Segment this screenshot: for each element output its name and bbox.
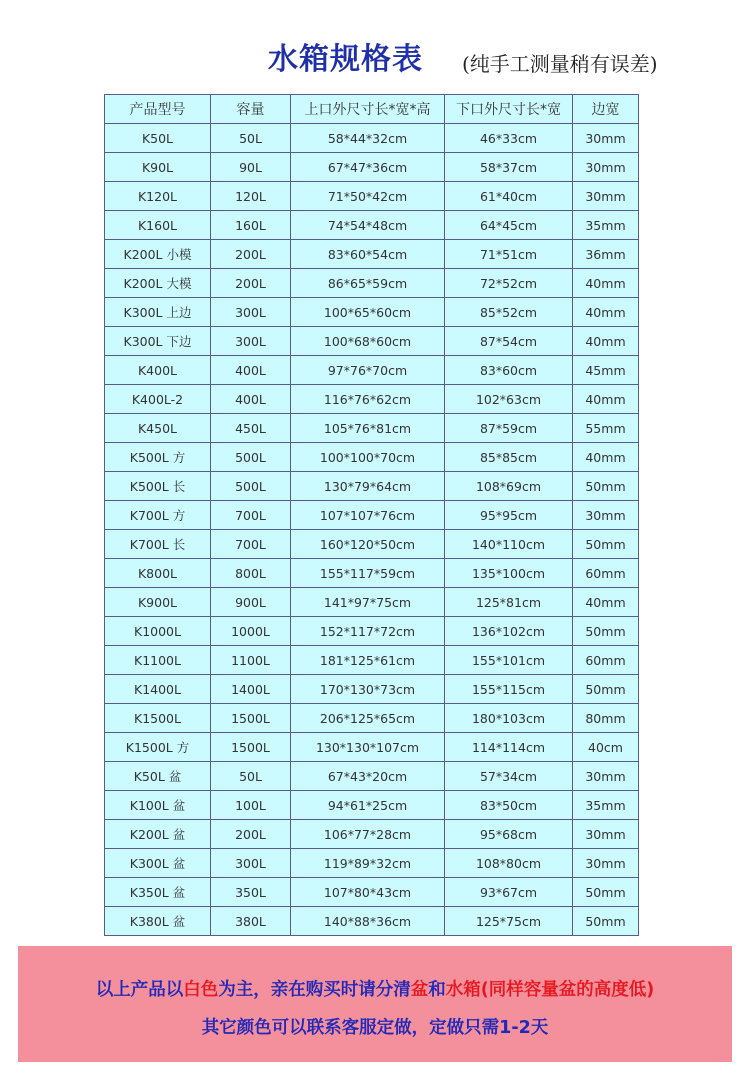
cell-top-size: 100*65*60cm bbox=[291, 298, 445, 327]
cell-model: K700L 方 bbox=[105, 501, 211, 530]
cell-top-size: 181*125*61cm bbox=[291, 646, 445, 675]
cell-bottom-size: 72*52cm bbox=[445, 269, 573, 298]
notice-line-2: 其它颜色可以联系客服定做，定做只需1-2天 bbox=[201, 1018, 549, 1038]
cell-bottom-size: 155*101cm bbox=[445, 646, 573, 675]
notice-banner bbox=[18, 946, 732, 1062]
cell-model: K300L 下边 bbox=[105, 327, 211, 356]
table-row bbox=[105, 443, 639, 472]
cell-top-size: 160*120*50cm bbox=[291, 530, 445, 559]
cell-capacity: 90L bbox=[211, 153, 291, 182]
table-row bbox=[105, 762, 639, 791]
cell-bottom-size: 108*69cm bbox=[445, 472, 573, 501]
cell-bottom-size: 83*60cm bbox=[445, 356, 573, 385]
cell-model: K50L 盆 bbox=[105, 762, 211, 791]
cell-edge-width: 30mm bbox=[573, 501, 639, 530]
cell-top-size: 100*68*60cm bbox=[291, 327, 445, 356]
cell-edge-width: 50mm bbox=[573, 907, 639, 936]
notice-highlight-white: 白色 bbox=[183, 980, 219, 1000]
table-row bbox=[105, 501, 639, 530]
cell-bottom-size: 85*52cm bbox=[445, 298, 573, 327]
cell-edge-width: 40mm bbox=[573, 588, 639, 617]
cell-capacity: 450L bbox=[211, 414, 291, 443]
table-row bbox=[105, 588, 639, 617]
cell-model: K300L 盆 bbox=[105, 849, 211, 878]
cell-edge-width: 50mm bbox=[573, 472, 639, 501]
table-row bbox=[105, 878, 639, 907]
cell-top-size: 170*130*73cm bbox=[291, 675, 445, 704]
cell-bottom-size: 125*81cm bbox=[445, 588, 573, 617]
cell-edge-width: 40mm bbox=[573, 327, 639, 356]
col-header-edge-width: 边宽 bbox=[573, 95, 639, 124]
cell-model: K400L-2 bbox=[105, 385, 211, 414]
cell-capacity: 1100L bbox=[211, 646, 291, 675]
notice-highlight-tank: 水箱 bbox=[445, 980, 481, 1000]
cell-bottom-size: 57*34cm bbox=[445, 762, 573, 791]
cell-bottom-size: 87*54cm bbox=[445, 327, 573, 356]
cell-top-size: 67*43*20cm bbox=[291, 762, 445, 791]
cell-model: K200L 盆 bbox=[105, 820, 211, 849]
table-row bbox=[105, 675, 639, 704]
cell-bottom-size: 114*114cm bbox=[445, 733, 573, 762]
notice-text: 为主，亲在购买时请分清 bbox=[218, 980, 411, 1000]
cell-capacity: 300L bbox=[211, 849, 291, 878]
cell-edge-width: 30mm bbox=[573, 762, 639, 791]
cell-top-size: 58*44*32cm bbox=[291, 124, 445, 153]
table-row bbox=[105, 269, 639, 298]
cell-capacity: 1500L bbox=[211, 733, 291, 762]
cell-edge-width: 40mm bbox=[573, 443, 639, 472]
cell-edge-width: 40cm bbox=[573, 733, 639, 762]
cell-top-size: 107*80*43cm bbox=[291, 878, 445, 907]
cell-capacity: 500L bbox=[211, 472, 291, 501]
cell-capacity: 1500L bbox=[211, 704, 291, 733]
cell-edge-width: 40mm bbox=[573, 385, 639, 414]
cell-model: K1100L bbox=[105, 646, 211, 675]
table-row bbox=[105, 530, 639, 559]
cell-top-size: 67*47*36cm bbox=[291, 153, 445, 182]
cell-capacity: 350L bbox=[211, 878, 291, 907]
cell-model: K1500L 方 bbox=[105, 733, 211, 762]
cell-model: K90L bbox=[105, 153, 211, 182]
table-row bbox=[105, 733, 639, 762]
table-row bbox=[105, 211, 639, 240]
cell-capacity: 200L bbox=[211, 240, 291, 269]
cell-bottom-size: 85*85cm bbox=[445, 443, 573, 472]
cell-edge-width: 50mm bbox=[573, 675, 639, 704]
cell-edge-width: 40mm bbox=[573, 269, 639, 298]
cell-edge-width: 50mm bbox=[573, 530, 639, 559]
notice-text: 以上产品以 bbox=[95, 980, 184, 1000]
cell-top-size: 140*88*36cm bbox=[291, 907, 445, 936]
cell-model: K1400L bbox=[105, 675, 211, 704]
cell-model: K200L 大模 bbox=[105, 269, 211, 298]
cell-capacity: 200L bbox=[211, 269, 291, 298]
cell-capacity: 400L bbox=[211, 385, 291, 414]
cell-top-size: 155*117*59cm bbox=[291, 559, 445, 588]
col-header-capacity: 容量 bbox=[211, 95, 291, 124]
cell-bottom-size: 95*95cm bbox=[445, 501, 573, 530]
cell-bottom-size: 180*103cm bbox=[445, 704, 573, 733]
col-header-model: 产品型号 bbox=[105, 95, 211, 124]
cell-bottom-size: 46*33cm bbox=[445, 124, 573, 153]
table-row bbox=[105, 414, 639, 443]
table-row bbox=[105, 791, 639, 820]
page-subtitle: (纯手工测量稍有误差) bbox=[462, 52, 658, 76]
table-row bbox=[105, 356, 639, 385]
table-row bbox=[105, 820, 639, 849]
cell-top-size: 206*125*65cm bbox=[291, 704, 445, 733]
cell-capacity: 700L bbox=[211, 530, 291, 559]
cell-bottom-size: 58*37cm bbox=[445, 153, 573, 182]
notice-line-1 bbox=[18, 976, 732, 1001]
cell-capacity: 50L bbox=[211, 124, 291, 153]
cell-model: K1000L bbox=[105, 617, 211, 646]
cell-bottom-size: 87*59cm bbox=[445, 414, 573, 443]
cell-top-size: 141*97*75cm bbox=[291, 588, 445, 617]
cell-model: K300L 上边 bbox=[105, 298, 211, 327]
cell-model: K1500L bbox=[105, 704, 211, 733]
cell-capacity: 800L bbox=[211, 559, 291, 588]
cell-bottom-size: 93*67cm bbox=[445, 878, 573, 907]
cell-capacity: 1000L bbox=[211, 617, 291, 646]
cell-edge-width: 80mm bbox=[573, 704, 639, 733]
col-header-bottom-size: 下口外尺寸长*宽 bbox=[445, 95, 573, 124]
cell-model: K380L 盆 bbox=[105, 907, 211, 936]
cell-model: K800L bbox=[105, 559, 211, 588]
cell-bottom-size: 136*102cm bbox=[445, 617, 573, 646]
spec-table bbox=[104, 94, 639, 936]
table-row bbox=[105, 907, 639, 936]
cell-top-size: 97*76*70cm bbox=[291, 356, 445, 385]
cell-top-size: 100*100*70cm bbox=[291, 443, 445, 472]
cell-top-size: 107*107*76cm bbox=[291, 501, 445, 530]
col-header-top-size: 上口外尺寸长*宽*高 bbox=[291, 95, 445, 124]
cell-edge-width: 30mm bbox=[573, 182, 639, 211]
table-row bbox=[105, 472, 639, 501]
table-row bbox=[105, 240, 639, 269]
table-row bbox=[105, 298, 639, 327]
cell-edge-width: 35mm bbox=[573, 791, 639, 820]
cell-bottom-size: 155*115cm bbox=[445, 675, 573, 704]
cell-edge-width: 55mm bbox=[573, 414, 639, 443]
notice-highlight-basin: 盆 bbox=[410, 980, 429, 1000]
cell-edge-width: 30mm bbox=[573, 849, 639, 878]
table-body bbox=[105, 124, 639, 936]
cell-capacity: 380L bbox=[211, 907, 291, 936]
cell-model: K120L bbox=[105, 182, 211, 211]
cell-model: K200L 小模 bbox=[105, 240, 211, 269]
table-row bbox=[105, 559, 639, 588]
cell-top-size: 74*54*48cm bbox=[291, 211, 445, 240]
cell-top-size: 86*65*59cm bbox=[291, 269, 445, 298]
notice-highlight-height: (同样容量盆的高度低) bbox=[480, 980, 655, 1000]
table-row bbox=[105, 385, 639, 414]
cell-model: K160L bbox=[105, 211, 211, 240]
cell-bottom-size: 102*63cm bbox=[445, 385, 573, 414]
cell-edge-width: 40mm bbox=[573, 298, 639, 327]
cell-edge-width: 30mm bbox=[573, 820, 639, 849]
cell-bottom-size: 125*75cm bbox=[445, 907, 573, 936]
cell-top-size: 119*89*32cm bbox=[291, 849, 445, 878]
table-header-row bbox=[105, 95, 639, 124]
cell-model: K350L 盆 bbox=[105, 878, 211, 907]
cell-bottom-size: 95*68cm bbox=[445, 820, 573, 849]
cell-model: K450L bbox=[105, 414, 211, 443]
cell-capacity: 1400L bbox=[211, 675, 291, 704]
cell-edge-width: 35mm bbox=[573, 211, 639, 240]
cell-capacity: 400L bbox=[211, 356, 291, 385]
cell-capacity: 300L bbox=[211, 327, 291, 356]
cell-capacity: 900L bbox=[211, 588, 291, 617]
cell-model: K50L bbox=[105, 124, 211, 153]
page-title: 水箱规格表 bbox=[268, 42, 423, 77]
cell-bottom-size: 108*80cm bbox=[445, 849, 573, 878]
cell-edge-width: 50mm bbox=[573, 617, 639, 646]
cell-top-size: 83*60*54cm bbox=[291, 240, 445, 269]
table-row bbox=[105, 327, 639, 356]
cell-model: K500L 方 bbox=[105, 443, 211, 472]
cell-capacity: 50L bbox=[211, 762, 291, 791]
table-row bbox=[105, 182, 639, 211]
cell-edge-width: 30mm bbox=[573, 124, 639, 153]
table-row bbox=[105, 646, 639, 675]
cell-capacity: 500L bbox=[211, 443, 291, 472]
cell-edge-width: 60mm bbox=[573, 646, 639, 675]
cell-capacity: 300L bbox=[211, 298, 291, 327]
cell-bottom-size: 83*50cm bbox=[445, 791, 573, 820]
cell-bottom-size: 140*110cm bbox=[445, 530, 573, 559]
table-row bbox=[105, 617, 639, 646]
notice-text: 和 bbox=[428, 980, 446, 1000]
cell-model: K900L bbox=[105, 588, 211, 617]
cell-bottom-size: 71*51cm bbox=[445, 240, 573, 269]
cell-edge-width: 30mm bbox=[573, 153, 639, 182]
cell-top-size: 71*50*42cm bbox=[291, 182, 445, 211]
cell-capacity: 700L bbox=[211, 501, 291, 530]
cell-capacity: 100L bbox=[211, 791, 291, 820]
cell-model: K100L 盆 bbox=[105, 791, 211, 820]
cell-top-size: 130*79*64cm bbox=[291, 472, 445, 501]
cell-model: K700L 长 bbox=[105, 530, 211, 559]
cell-top-size: 105*76*81cm bbox=[291, 414, 445, 443]
cell-top-size: 116*76*62cm bbox=[291, 385, 445, 414]
cell-capacity: 160L bbox=[211, 211, 291, 240]
cell-bottom-size: 61*40cm bbox=[445, 182, 573, 211]
cell-bottom-size: 64*45cm bbox=[445, 211, 573, 240]
header bbox=[0, 30, 750, 80]
cell-edge-width: 60mm bbox=[573, 559, 639, 588]
table-row bbox=[105, 124, 639, 153]
cell-top-size: 106*77*28cm bbox=[291, 820, 445, 849]
table-row bbox=[105, 849, 639, 878]
cell-top-size: 152*117*72cm bbox=[291, 617, 445, 646]
cell-top-size: 130*130*107cm bbox=[291, 733, 445, 762]
cell-model: K400L bbox=[105, 356, 211, 385]
cell-edge-width: 50mm bbox=[573, 878, 639, 907]
cell-edge-width: 36mm bbox=[573, 240, 639, 269]
cell-edge-width: 45mm bbox=[573, 356, 639, 385]
cell-bottom-size: 135*100cm bbox=[445, 559, 573, 588]
table-row bbox=[105, 704, 639, 733]
table-row bbox=[105, 153, 639, 182]
cell-capacity: 200L bbox=[211, 820, 291, 849]
cell-top-size: 94*61*25cm bbox=[291, 791, 445, 820]
cell-capacity: 120L bbox=[211, 182, 291, 211]
cell-model: K500L 长 bbox=[105, 472, 211, 501]
